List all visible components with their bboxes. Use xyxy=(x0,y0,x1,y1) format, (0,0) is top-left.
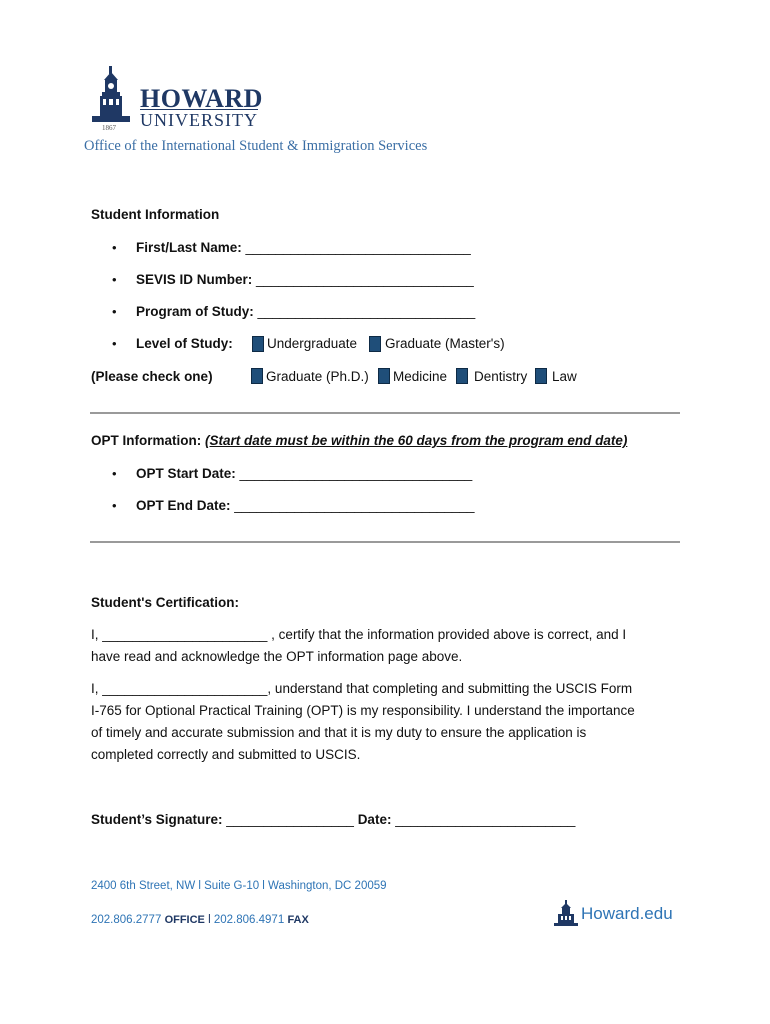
divider xyxy=(90,412,680,414)
level-label: Level of Study: xyxy=(136,336,233,351)
signature-row[interactable] xyxy=(91,812,575,827)
name-label: First/Last Name: xyxy=(136,240,242,255)
checkbox-law[interactable] xyxy=(535,368,547,384)
bullet: • xyxy=(112,272,117,287)
date-line[interactable]: ________________________ xyxy=(395,812,576,827)
tower-icon xyxy=(88,66,134,132)
cert-p2-line1[interactable]: I, ______________________, understand that completing and submitting the USCIS Form xyxy=(91,681,633,696)
checkbox-dentistry[interactable] xyxy=(456,368,468,384)
name-line[interactable]: ______________________________ xyxy=(245,240,471,255)
option-dentistry: Dentistry xyxy=(474,369,528,384)
checkbox-graduate-phd[interactable] xyxy=(251,368,263,384)
program-field[interactable] xyxy=(136,304,475,319)
option-undergraduate: Undergraduate xyxy=(267,336,358,351)
sevis-field[interactable] xyxy=(136,272,474,287)
footer-address: 2400 6th Street, NW l Suite G-10 l Washington, DC 20059 xyxy=(91,880,387,892)
option-law: Law xyxy=(552,369,577,384)
opt-heading: OPT Information: xyxy=(91,433,202,448)
bullet: • xyxy=(112,336,117,351)
sevis-line[interactable]: _____________________________ xyxy=(256,272,474,287)
program-label: Program of Study: xyxy=(136,304,254,319)
separator: l xyxy=(208,914,211,926)
option-medicine: Medicine xyxy=(393,369,448,384)
tower-small-icon xyxy=(553,900,579,928)
signature-label: Student’s Signature: xyxy=(91,812,223,827)
fax-label: FAX xyxy=(287,914,309,926)
phone-label: OFFICE xyxy=(164,914,205,926)
bullet: • xyxy=(112,466,117,481)
signature-line[interactable]: _________________ xyxy=(226,812,354,827)
opt-end-label: OPT End Date: xyxy=(136,498,231,513)
phone-number[interactable]: 202.806.2777 xyxy=(91,914,162,926)
opt-start-field[interactable] xyxy=(136,466,472,481)
checkbox-undergraduate[interactable] xyxy=(252,336,264,352)
cert-p2-line3: of timely and accurate submission and that it is my duty to ensure the application is xyxy=(91,725,587,740)
program-line[interactable]: _____________________________ xyxy=(257,304,476,319)
name-field[interactable] xyxy=(136,240,471,255)
option-graduate-masters: Graduate (Master's) xyxy=(385,336,505,351)
divider xyxy=(90,541,680,543)
option-graduate-phd: Graduate (Ph.D.) xyxy=(266,369,369,384)
cert-p1-line1[interactable]: I, ______________________ , certify that the information provided above is correct, and I xyxy=(91,627,627,642)
checkbox-graduate-masters[interactable] xyxy=(369,336,381,352)
sevis-label: SEVIS ID Number: xyxy=(136,272,253,287)
logo-name: HOWARD xyxy=(140,84,263,113)
checkbox-medicine[interactable] xyxy=(378,368,390,384)
opt-end-field[interactable] xyxy=(136,498,475,513)
check-hint: (Please check one) xyxy=(91,369,213,384)
opt-note: (Start date must be within the 60 days from the program end date) xyxy=(205,433,628,448)
footer-contacts xyxy=(91,914,309,926)
opt-start-label: OPT Start Date: xyxy=(136,466,236,481)
fax-number: 202.806.4971 xyxy=(213,914,285,926)
opt-end-line[interactable]: ________________________________ xyxy=(234,498,475,513)
footer-logo[interactable] xyxy=(553,900,673,930)
bullet: • xyxy=(112,498,117,513)
certification-heading: Student's Certification: xyxy=(91,595,239,610)
bullet: • xyxy=(112,240,117,255)
site-link[interactable]: Howard.edu xyxy=(581,904,673,923)
cert-p1-line2: have read and acknowledge the OPT information page above. xyxy=(91,649,463,664)
cert-p2-line4: completed correctly and submitted to USCIS. xyxy=(91,747,361,762)
date-label: Date: xyxy=(357,812,392,827)
logo-year: 1867 xyxy=(102,124,116,132)
cert-p2-line2: I-765 for Optional Practical Training (OPT) is my responsibility. I understand the importance xyxy=(91,703,635,718)
opt-start-line[interactable]: _______________________________ xyxy=(239,466,473,481)
logo-sub: UNIVERSITY xyxy=(140,110,258,130)
office-name: Office of the International Student & Immigration Services xyxy=(84,138,428,154)
student-info-heading: Student Information xyxy=(91,207,220,222)
howard-logo xyxy=(88,66,288,136)
opt-heading-row xyxy=(91,433,627,448)
bullet: • xyxy=(112,304,117,319)
